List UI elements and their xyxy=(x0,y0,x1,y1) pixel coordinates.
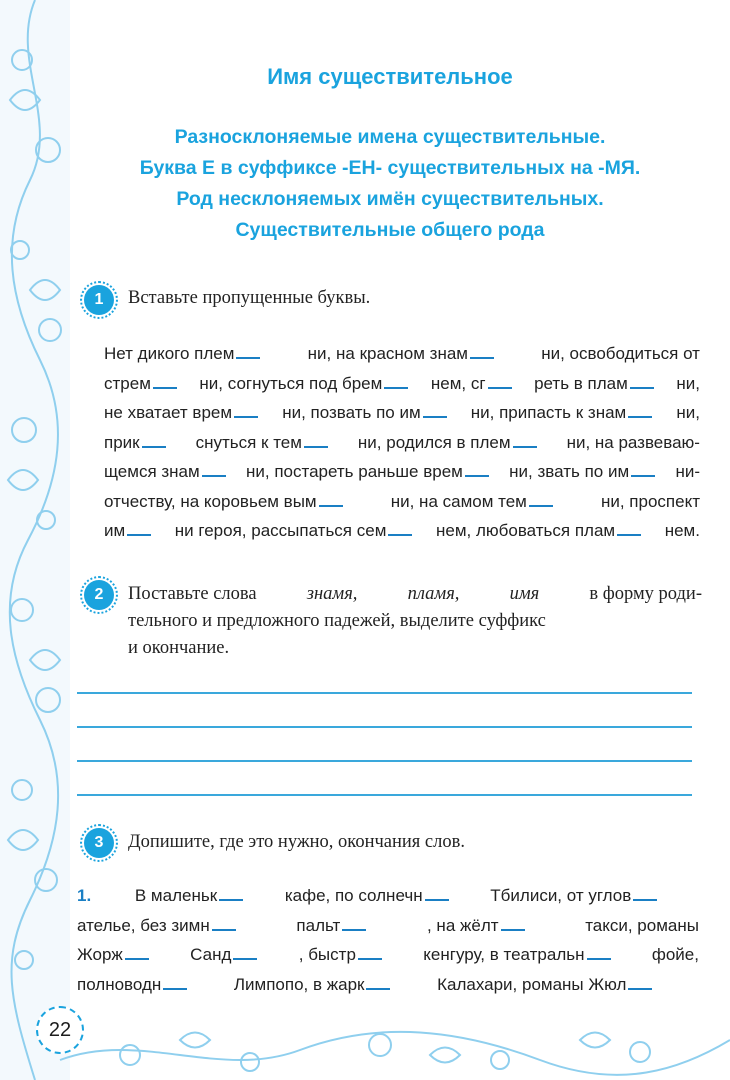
instruction-text: Поставьте слова xyxy=(128,584,257,604)
text-segment xyxy=(665,516,700,546)
segment-text: ни, звать по им xyxy=(509,462,630,481)
page-number: 22 xyxy=(36,1006,84,1054)
word-imya: имя xyxy=(509,584,540,604)
task-number-badge: 3 xyxy=(84,828,114,858)
fill-in-blank[interactable] xyxy=(628,971,652,990)
text-segment xyxy=(601,487,700,517)
fill-in-blank[interactable] xyxy=(470,340,494,359)
item-number: 1. xyxy=(77,886,92,905)
segment-text: ни, припасть к знам xyxy=(470,403,627,422)
task-number-badge: 2 xyxy=(84,580,114,610)
text-segment xyxy=(391,487,555,517)
segment-text: фойе, xyxy=(651,945,699,964)
answer-line[interactable] xyxy=(77,760,692,762)
segment-text: пальт xyxy=(296,915,341,935)
fill-in-blank[interactable] xyxy=(423,399,447,418)
segment-text: кафе, по солнечн xyxy=(284,886,423,905)
segment-text: ни- xyxy=(675,462,700,481)
fill-in-blank[interactable] xyxy=(488,370,512,389)
segment-text: Санд xyxy=(190,945,232,964)
exercise-line xyxy=(77,911,699,941)
fill-in-blank[interactable] xyxy=(234,399,258,418)
text-segment xyxy=(541,339,700,369)
segment-text: нем, сг xyxy=(430,373,486,393)
segment-text: такси, романы xyxy=(585,915,699,935)
fill-in-blank[interactable] xyxy=(304,429,328,448)
segment-text: щемся знам xyxy=(104,462,200,481)
fill-in-blank[interactable] xyxy=(236,340,260,359)
exercise-line xyxy=(104,369,700,399)
fill-in-blank[interactable] xyxy=(142,429,166,448)
word-znamya: знамя, xyxy=(306,584,358,604)
subtitle-line: Род несклоняемых имён существительных. xyxy=(176,188,604,210)
text-segment xyxy=(104,369,179,399)
instruction-text: тельного и предложного падежей, выделите суффикс xyxy=(128,611,546,631)
fill-in-blank[interactable] xyxy=(219,882,243,901)
segment-text: , быстр xyxy=(298,945,356,964)
text-segment xyxy=(652,940,699,970)
segment-text: стрем xyxy=(104,373,151,393)
fill-in-blank[interactable] xyxy=(163,971,187,990)
text-segment xyxy=(490,881,659,911)
exercise-line xyxy=(77,881,699,911)
text-segment xyxy=(423,940,612,970)
exercise-line xyxy=(104,339,700,369)
text-segment xyxy=(196,428,330,458)
text-segment xyxy=(437,970,654,1000)
segment-text: ни, на самом тем xyxy=(390,491,527,511)
exercise-line xyxy=(104,457,700,487)
task-number-badge: 1 xyxy=(84,285,114,315)
text-segment xyxy=(675,457,700,487)
segment-text: ни, родился в плем xyxy=(357,432,511,452)
exercise-line xyxy=(104,428,700,458)
fill-in-blank[interactable] xyxy=(425,882,449,901)
segment-text: Тбилиси, от углов xyxy=(490,886,632,905)
segment-text: Лимпопо, в жарк xyxy=(233,974,365,994)
text-segment xyxy=(676,369,700,399)
text-segment xyxy=(104,516,153,546)
subtitle-line: Разносклоняемые имена существительные. xyxy=(174,126,606,148)
exercise-line xyxy=(77,970,699,1000)
subtitle-line: Существительные общего рода xyxy=(235,219,545,241)
task1-instruction: Вставьте пропущенные буквы. xyxy=(128,288,371,308)
segment-text: Нет дикого плем xyxy=(104,344,235,363)
segment-text: им xyxy=(104,521,126,540)
fill-in-blank[interactable] xyxy=(529,488,553,507)
segment-text: ни, постареть раньше врем xyxy=(246,462,463,481)
segment-text: ателье, без зимн xyxy=(77,915,210,935)
fill-in-blank[interactable] xyxy=(513,429,537,448)
text-segment xyxy=(199,369,410,399)
segment-text: ни, xyxy=(676,373,700,393)
text-segment xyxy=(471,398,655,428)
text-segment xyxy=(104,428,168,458)
fill-in-blank[interactable] xyxy=(366,971,390,990)
answer-line[interactable] xyxy=(77,692,692,694)
segment-text: Жорж xyxy=(77,945,123,964)
text-segment xyxy=(299,940,384,970)
text-segment xyxy=(104,457,228,487)
exercise-line xyxy=(77,940,699,970)
fill-in-blank[interactable] xyxy=(465,458,489,477)
word-plamya: пламя, xyxy=(407,584,460,604)
segment-text: полноводн xyxy=(77,974,162,994)
text-segment xyxy=(436,516,643,546)
text-segment xyxy=(77,911,238,941)
fill-in-blank[interactable] xyxy=(587,941,611,960)
segment-text: В маленьк xyxy=(134,886,218,905)
segment-text: , на жёлт xyxy=(426,915,499,935)
fill-in-blank[interactable] xyxy=(319,488,343,507)
text-segment xyxy=(282,398,448,428)
fill-in-blank[interactable] xyxy=(342,912,366,931)
fill-in-blank[interactable] xyxy=(233,941,257,960)
segment-text: ни, согнуться под брем xyxy=(199,373,383,393)
text-segment xyxy=(431,369,514,399)
segment-text: ни, на развеваю- xyxy=(566,432,700,452)
fill-in-blank[interactable] xyxy=(202,458,226,477)
text-segment xyxy=(676,398,700,428)
text-segment xyxy=(427,911,527,941)
left-floral-ornament xyxy=(0,0,70,1080)
fill-in-blank[interactable] xyxy=(127,517,151,536)
fill-in-blank[interactable] xyxy=(388,517,412,536)
fill-in-blank[interactable] xyxy=(125,941,149,960)
segment-text: ни героя, рассыпаться сем xyxy=(174,521,387,540)
fill-in-blank[interactable] xyxy=(631,458,655,477)
text-segment xyxy=(246,457,491,487)
text-segment xyxy=(77,940,151,970)
fill-in-blank[interactable] xyxy=(212,912,236,931)
fill-in-blank[interactable] xyxy=(153,370,177,389)
segment-text: ни, позвать по им xyxy=(282,403,421,422)
segment-text: ни, на красном знам xyxy=(307,344,468,363)
segment-text: ни, освободиться от xyxy=(541,344,700,363)
instruction-text: и окончание. xyxy=(128,638,230,658)
text-segment xyxy=(509,457,657,487)
segment-text: ни, xyxy=(676,403,700,422)
text-segment xyxy=(296,911,368,941)
subtitle xyxy=(70,122,710,246)
text-segment xyxy=(567,428,700,458)
text-segment xyxy=(234,970,393,1000)
task1-exercise-text xyxy=(104,339,700,546)
subtitle-line: Буква Е в суффиксе -ЕН- существительных на -МЯ. xyxy=(139,157,641,179)
segment-text: Калахари, романы Жюл xyxy=(437,974,627,994)
segment-text: ни, проспект xyxy=(600,491,700,511)
text-segment xyxy=(308,339,496,369)
fill-in-blank[interactable] xyxy=(628,399,652,418)
fill-in-blank[interactable] xyxy=(617,517,641,536)
segment-text: не хватает врем xyxy=(104,403,233,422)
answer-line[interactable] xyxy=(77,726,692,728)
fill-in-blank[interactable] xyxy=(633,882,657,901)
fill-in-blank[interactable] xyxy=(630,370,654,389)
text-segment xyxy=(104,487,345,517)
page-title: Имя существительное xyxy=(267,64,513,89)
task3-instruction: Допишите, где это нужно, окончания слов. xyxy=(128,832,465,852)
task3-exercise-text xyxy=(77,881,699,999)
text-segment xyxy=(104,398,260,428)
segment-text: нем. xyxy=(664,521,700,540)
text-segment xyxy=(135,881,245,911)
fill-in-blank[interactable] xyxy=(501,912,525,931)
text-segment xyxy=(190,940,259,970)
text-segment xyxy=(175,516,415,546)
bottom-floral-ornament xyxy=(0,1000,730,1080)
segment-text: отчеству, на коровьем вым xyxy=(104,491,317,511)
text-segment xyxy=(285,881,451,911)
answer-line[interactable] xyxy=(77,794,692,796)
exercise-line xyxy=(104,516,700,546)
fill-in-blank[interactable] xyxy=(384,370,408,389)
text-segment xyxy=(585,911,699,941)
segment-text: нем, любоваться плам xyxy=(436,521,616,540)
text-segment xyxy=(104,339,262,369)
segment-text: снуться к тем xyxy=(195,432,302,452)
task2-instruction xyxy=(128,581,702,662)
text-segment xyxy=(358,428,539,458)
exercise-line xyxy=(104,398,700,428)
instruction-text: в форму роди- xyxy=(589,584,702,604)
segment-text: кенгуру, в театральн xyxy=(423,945,585,964)
fill-in-blank[interactable] xyxy=(358,941,382,960)
exercise-line xyxy=(104,487,700,517)
text-segment xyxy=(534,369,656,399)
segment-text: прик xyxy=(104,432,140,452)
text-segment xyxy=(77,970,189,1000)
segment-text: реть в плам xyxy=(534,373,628,393)
